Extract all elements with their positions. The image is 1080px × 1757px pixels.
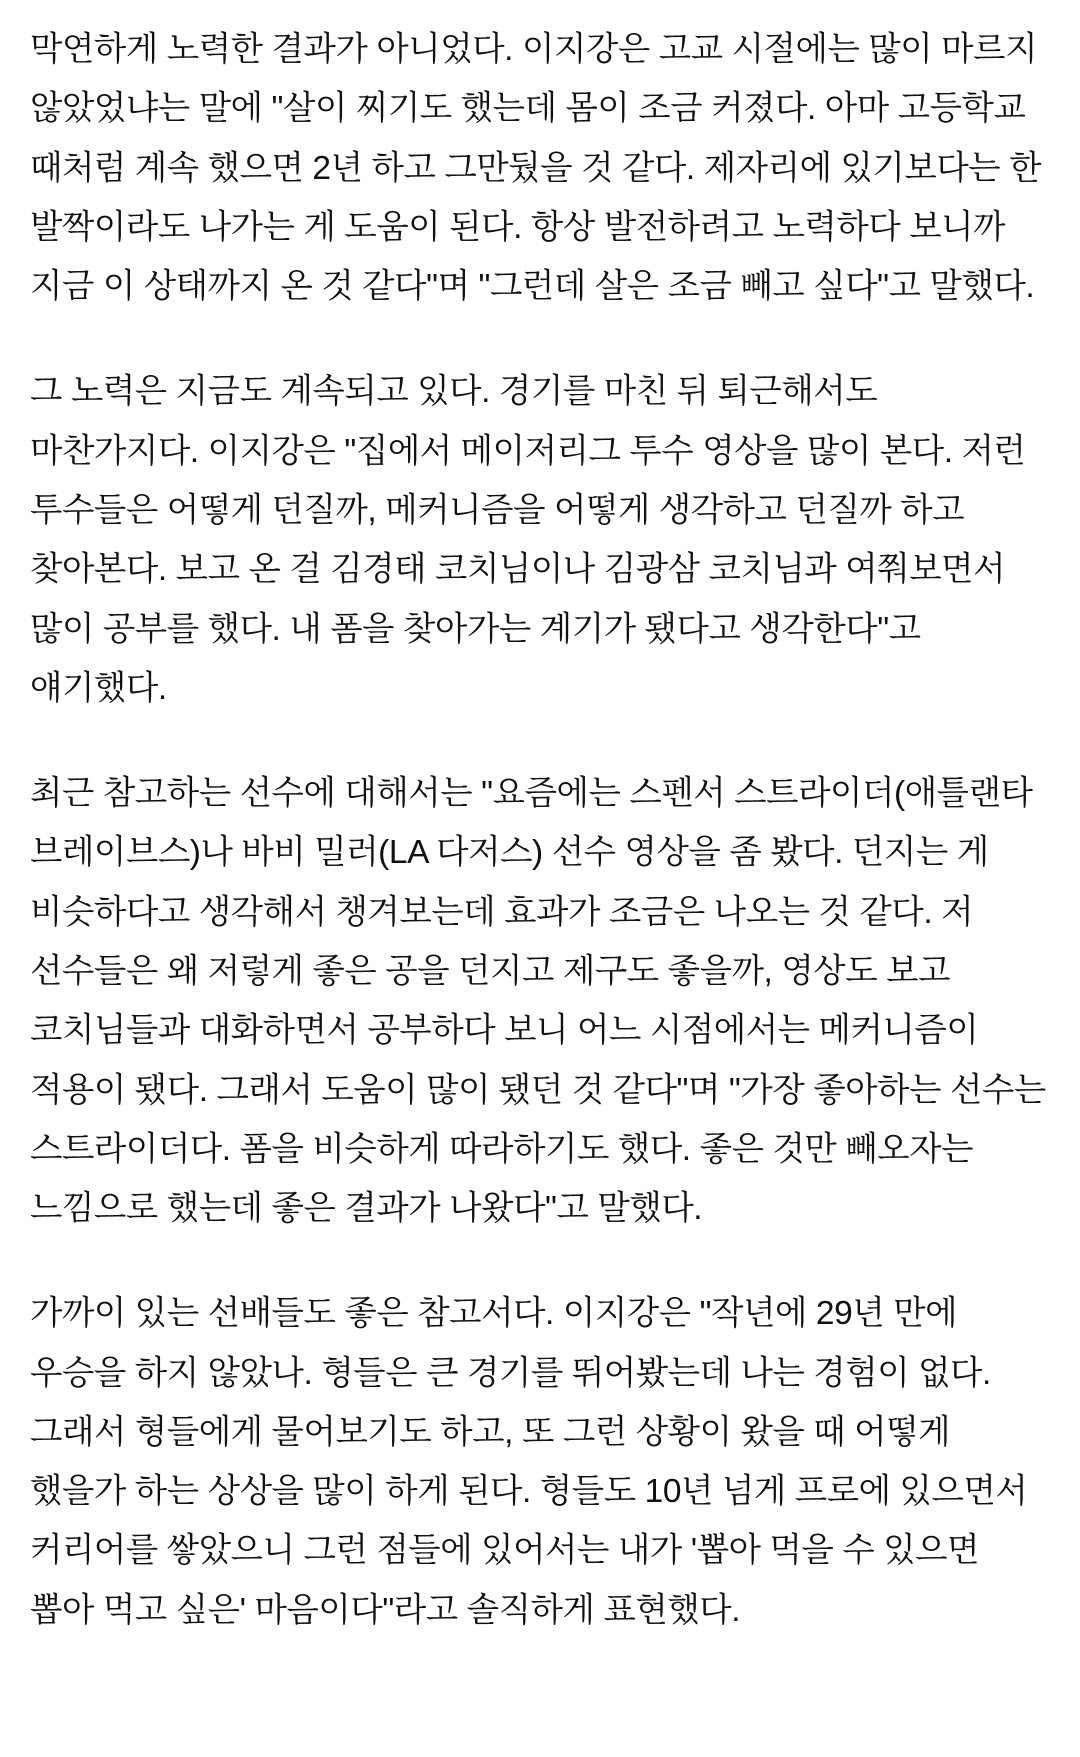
article-paragraph: 그 노력은 지금도 계속되고 있다. 경기를 마친 뒤 퇴근해서도 마찬가지다. 이지강은 "집에서 메이저리그 투수 영상을 많이 본다. 저런 투수들은 어떻게 던질까, 메커니즘을 어떻게 생각하고 던질까 하고 찾아본다. 보고 온 걸 김경태 코치님이나 김광삼 코치님과 여쭤보면서 많이 공부를 했다. 내 폼을 찾아가는 계기가 됐다고 생각한다"고 얘기했다. (30, 373, 1026, 707)
article-paragraph: 가까이 있는 선배들도 좋은 참고서다. 이지강은 "작년에 29년 만에 우승을 하지 않았나. 형들은 큰 경기를 뛰어봤는데 나는 경험이 없다. 그래서 형들에게 물어보기도 하고, 또 그런 상황이 왔을 때 어떻게 했을가 하는 상상을 많이 하게 된다. 형들도 10년 넘게 프로에 있으면서 커리어를 쌓았으니 그런 점들에 있어서는 내가 '뽑아 먹을 수 있으면 뽑아 먹고 싶은' 마음이다"라고 솔직하게 표현했다. (30, 1295, 1028, 1629)
article-paragraph: 최근 참고하는 선수에 대해서는 "요즘에는 스펜서 스트라이더(애틀랜타 브레이브스)나 바비 밀러(LA 다저스) 선수 영상을 좀 봤다. 던지는 게 비슷하다고 생각해서 챙겨보는데 효과가 조금은 나오는 것 같다. 저 선수들은 왜 저렇게 좋은 공을 던지고 제구도 좋을까, 영상도 보고 코치님들과 대화하면서 공부하다 보니 어느 시점에서는 메커니즘이 적용이 됐다. 그래서 도움이 많이 됐던 것 같다"며 "가장 좋아하는 선수는 스트라이더다. 폼을 비슷하게 따라하기도 했다. 좋은 것만 빼오자는 느낌으로 했는데 좋은 결과가 나왔다"고 말했다. (30, 775, 1046, 1228)
article-paragraph: 막연하게 노력한 결과가 아니었다. 이지강은 고교 시절에는 많이 마르지 않았었냐는 말에 "살이 찌기도 했는데 몸이 조금 커졌다. 아마 고등학교 때처럼 계속 했으면 2년 하고 그만뒀을 것 같다. 제자리에 있기보다는 한 발짝이라도 나가는 게 도움이 된다. 항상 발전하려고 노력하다 보니까 지금 이 상태까지 온 것 같다"며 "그런데 살은 조금 빼고 싶다"고 말했다. (30, 31, 1042, 306)
